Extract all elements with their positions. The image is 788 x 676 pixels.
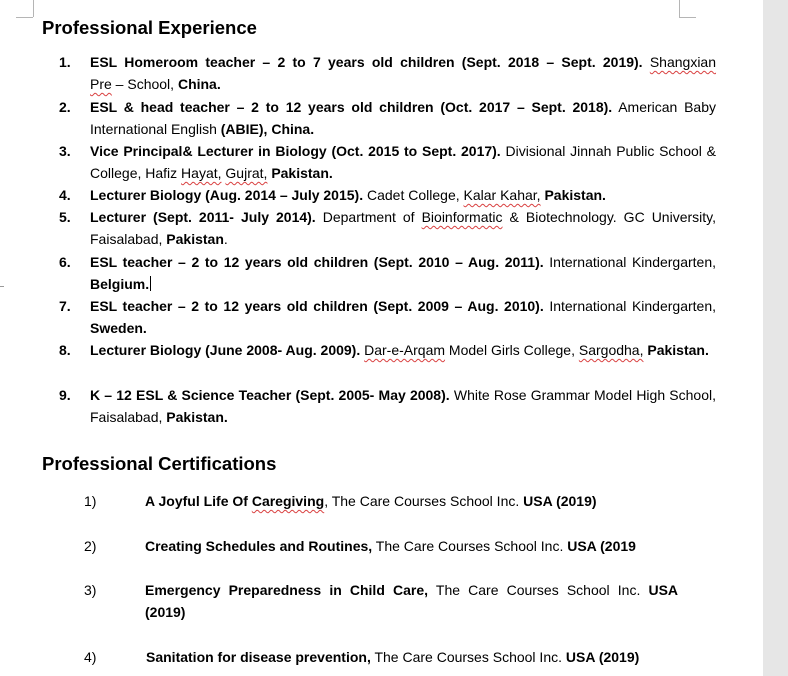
crop-mark-top-left-horizontal	[16, 17, 33, 18]
experience-item[interactable]: 5. Lecturer (Sept. 2011- July 2014). Department of Bioinformatic & Biotechnology. GC University, Faisalabad, Pakistan.	[59, 209, 716, 247]
section-title-certifications: Professional Certifications	[42, 453, 277, 474]
experience-item[interactable]: 6. ESL teacher – 2 to 12 years old children (Sept. 2010 – Aug. 2011). International Kindergarten, Belgium.	[59, 254, 717, 292]
crop-mark-top-right-horizontal	[679, 17, 696, 18]
margin-marker	[0, 286, 4, 287]
document-page: Professional Experience 1. ESL Homeroom teacher – 2 to 7 years old children (Sept. 2018 – Sept. 2019). Shangxian Pre – School, China. 2. ESL & head teacher – 2 to 12 years old children (Oct. 2017 – Sept. 2018). American Baby International English (ABIE), China. 3. Vice Principal& Lecturer in Biology (Oct. 2015 to Sept. 2017). Divisional Jinnah Public School & College, Hafiz Hayat, Gujrat, Pakistan. 4. Lecturer Biology (Aug. 2014 – July 2015). Cadet College, Kalar Kahar, Pakistan. 5. Lecturer (Sept. 2011- July 2014). Department of Bioinformatic & Biotechnology. GC University, Faisalabad, Pakistan. 6. ESL teacher – 2 to 12 years old children (Sept. 2010 – Aug. 2011). International Kindergarten, Belgium. 7. ESL teacher – 2 to 12 years old children (Sept. 2009 – Aug. 2010). International Kindergarten, Sweden. 8. Lecturer Biology (June 2008- Aug. 2009). Dar-e-Arqam Model Girls College, Sargodha, Pakistan. 9. K – 12 ESL & Science Teacher (Sept. 2005- May 2008). White Rose Grammar Model High School, Faisalabad, Pakistan. Professional Certifications 1) A Joyful Life Of Caregiving, The Care Courses School Inc. USA (2019) 2) Creating Schedules and Routines, The Care Courses School Inc. USA (2019 3) Emergency Preparedness in Child Care, The Care Courses School Inc. USA (2019) 4) Sanitation for disease prevention, The Care Courses School Inc. USA (2019)	[0, 0, 763, 676]
experience-item[interactable]: 7. ESL teacher – 2 to 12 years old children (Sept. 2009 – Aug. 2010). International Kindergarten, Sweden.	[59, 298, 716, 336]
crop-mark-top-right	[679, 0, 680, 17]
pre-school: Pre	[90, 76, 112, 92]
crop-mark-top-left	[33, 0, 34, 17]
experience-item[interactable]: 4. Lecturer Biology (Aug. 2014 – July 2015). Cadet College, Kalar Kahar, Pakistan.	[59, 187, 606, 203]
window-side-gutter	[763, 0, 788, 676]
experience-item[interactable]: 3. Vice Principal& Lecturer in Biology (Oct. 2015 to Sept. 2017). Divisional Jinnah Public School & College, Hafiz Hayat, Gujrat, Pakistan.	[59, 143, 717, 181]
experience-item[interactable]: 9. K – 12 ESL & Science Teacher (Sept. 2005- May 2008). White Rose Grammar Model High School, Faisalabad, Pakistan.	[59, 387, 717, 425]
experience-item[interactable]: 2. ESL & head teacher – 2 to 12 years old children (Oct. 2017 – Sept. 2018). American Baby International English (ABIE), China.	[59, 99, 716, 137]
section-title-experience: Professional Experience	[42, 17, 257, 38]
experience-item[interactable]: 8. Lecturer Biology (June 2008- Aug. 2009). Dar-e-Arqam Model Girls College, Sargodha, Pakistan.	[59, 342, 709, 358]
experience-item[interactable]: 1. ESL Homeroom teacher – 2 to 7 years old children (Sept. 2018 – Sept. 2019). Shangxian Pre – School, China.	[59, 54, 717, 92]
text-cursor	[150, 276, 151, 291]
